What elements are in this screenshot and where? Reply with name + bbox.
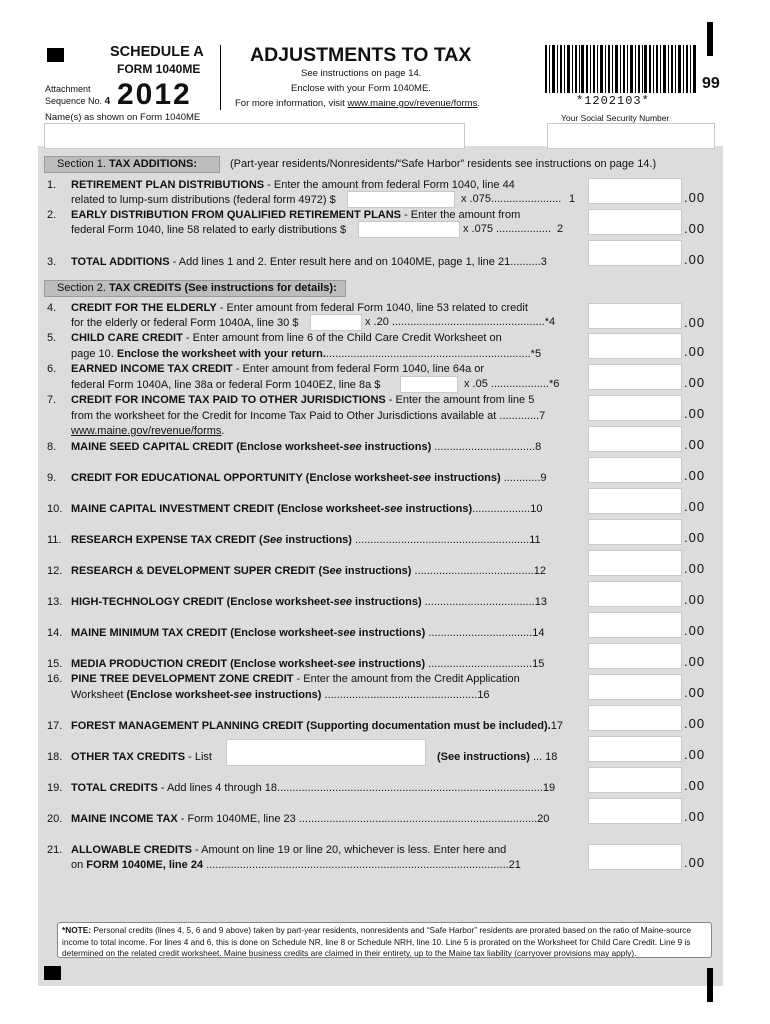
footnote-text: Personal credits (lines 4, 5, 6 and 9 above) taken by part-year residents, nonresidents and “Safe Harbor” residents are prorated based on the ratio of Maine-source income to total income. For lines 4 and 6, this is done on Schedule NR, line 8 or Schedule NRH, line 10. Line 5 is prorated on the Worksheet for Child Care Credit. Line 9 is determined on the related credit worksheet. Maine business credits are claimed in their entirety, up to the Maine tax liability (carryover provisions may apply).	[62, 925, 692, 958]
line-15	[47, 657, 572, 672]
ssn-label: Your Social Security Number	[561, 113, 670, 123]
line-5-row2-bold: Enclose the worksheet with your return.	[116, 348, 326, 360]
line-20	[47, 812, 572, 827]
footnote-box	[57, 922, 712, 958]
instructions-page: See instructions on page 14.	[301, 68, 422, 79]
section1-note: (Part-year residents/Nonresidents/“Safe Harbor” residents see instructions on page 14.)	[230, 158, 657, 170]
line-13-num: 13.	[47, 596, 63, 608]
line-4-row2: for the elderly or federal Form 1040A, line 30 $	[71, 317, 299, 329]
line-9-cents: .00	[684, 468, 706, 483]
line-8-italic: see	[343, 441, 362, 453]
more-info-suffix: .	[477, 98, 480, 109]
line-11-cents: .00	[684, 530, 706, 545]
line-14-title2: instructions)	[355, 627, 426, 639]
line-10-dots: ...................10	[472, 503, 543, 515]
line-19-cents: .00	[684, 778, 706, 793]
line-13-title2: instructions)	[351, 596, 422, 608]
line-1-mult: x .075.......................	[461, 193, 562, 205]
line-10	[47, 502, 572, 517]
line-4-desc: - Enter amount from federal Form 1040, line 53 related to credit	[216, 302, 528, 314]
line-10-num: 10.	[47, 503, 63, 515]
line-9-amount[interactable]	[588, 457, 682, 483]
line-8-amount[interactable]	[588, 426, 682, 452]
line-13-amount[interactable]	[588, 581, 682, 607]
line-16-desc: - Enter the amount from the Credit Application	[293, 673, 520, 685]
footnote-label: *NOTE:	[62, 925, 92, 935]
line-7-num: 7.	[47, 394, 57, 406]
line-2-ref: 2	[557, 223, 564, 235]
line-1-ref: 1	[569, 193, 576, 205]
line-1-title: RETIREMENT PLAN DISTRIBUTIONS	[71, 179, 265, 191]
line-1	[47, 178, 572, 193]
line-1-amount[interactable]	[588, 178, 682, 204]
line-1-num: 1.	[47, 179, 57, 191]
line-18-amount[interactable]	[588, 736, 682, 762]
line-5	[47, 331, 572, 346]
line-15-italic: see	[337, 658, 356, 670]
line-4-amount[interactable]	[588, 303, 682, 329]
line-21-row2	[71, 858, 521, 873]
line-7-link[interactable]: www.maine.gov/revenue/forms	[71, 425, 222, 437]
header-divider	[220, 45, 221, 110]
line-14-amount[interactable]	[588, 612, 682, 638]
line-12-italic: ee	[329, 565, 342, 577]
line-1-row2: related to lump-sum distributions (federal form 4972) $	[71, 194, 336, 206]
line-18-list-input[interactable]	[226, 739, 426, 766]
line-6	[47, 362, 572, 377]
line-12-title: RESEARCH & DEVELOPMENT SUPER CREDIT (S	[71, 565, 330, 577]
line-12-cents: .00	[684, 561, 706, 576]
line-16-row2-bold: (Enclose worksheet-	[126, 689, 234, 701]
line-20-cents: .00	[684, 809, 706, 824]
line-5-amount[interactable]	[588, 333, 682, 359]
line-3-num: 3.	[47, 256, 57, 268]
line-6-input[interactable]	[400, 376, 458, 393]
line-14-dots: ..................................14	[425, 627, 545, 639]
line-9-title2: instructions)	[431, 472, 501, 484]
line-15-dots: ..................................15	[425, 658, 545, 670]
more-info-prefix: For more information, visit	[235, 98, 348, 109]
more-info	[235, 97, 480, 111]
line-11-dots: .........................................................11	[351, 534, 541, 546]
line-4-num: 4.	[47, 302, 57, 314]
tax-year: 2012	[117, 78, 192, 111]
line-21-desc: - Amount on line 19 or line 20, whichever is less. Enter here and	[192, 844, 507, 856]
line-7-row2: from the worksheet for the Credit for Income Tax Paid to Other Jurisdictions available at .............7	[71, 410, 546, 422]
line-6-mult: x .05 ...................*6	[464, 378, 560, 390]
schedule-label: SCHEDULE A	[110, 44, 204, 60]
line-21	[47, 843, 572, 858]
line-2-amount[interactable]	[588, 209, 682, 235]
sequence-label	[45, 96, 110, 107]
attachment-label: Attachment	[45, 84, 91, 94]
line-10-cents: .00	[684, 499, 706, 514]
line-16-row2-italic: see	[233, 689, 252, 701]
line-17-ref: 17	[550, 720, 563, 732]
line-9-dots: ............9	[500, 472, 547, 484]
line-15-amount[interactable]	[588, 643, 682, 669]
line-9-italic: see	[412, 472, 432, 484]
line-8-num: 8.	[47, 441, 57, 453]
line-2-row2: federal Form 1040, line 58 related to early distributions $	[71, 224, 347, 236]
line-4-mult: x .20 ..................................................*4	[365, 316, 556, 328]
section1-prefix: Section 1.	[57, 158, 109, 170]
line-15-title: MEDIA PRODUCTION CREDIT (Enclose worksheet-	[71, 658, 338, 670]
line-3-cents: .00	[684, 252, 706, 267]
line-6-num: 6.	[47, 363, 57, 375]
revenue-forms-link[interactable]: www.maine.gov/revenue/forms	[347, 98, 478, 109]
line-14-title: MAINE MINIMUM TAX CREDIT (Enclose worksheet-	[71, 627, 338, 639]
line-1-desc: - Enter the amount from federal Form 1040, line 44	[264, 179, 515, 191]
line-18-cents: .00	[684, 747, 706, 762]
line-14-italic: see	[337, 627, 356, 639]
line-6-amount[interactable]	[588, 364, 682, 390]
line-21-row2-dots: ...................................................................................................21	[203, 859, 521, 871]
line-21-title: ALLOWABLE CREDITS	[71, 844, 192, 856]
line-18-see-text: (See instructions)	[437, 751, 530, 763]
line-5-cents: .00	[684, 344, 706, 359]
line-18-dots: ... 18	[529, 751, 558, 763]
line-9-num: 9.	[47, 472, 57, 484]
line-14	[47, 626, 572, 641]
line-11-italic: See	[262, 534, 283, 546]
line-15-title2: instructions)	[355, 658, 426, 670]
section2-prefix: Section 2.	[57, 282, 109, 294]
form-code: 99	[702, 75, 720, 92]
line-16	[47, 672, 572, 687]
line-7-title: CREDIT FOR INCOME TAX PAID TO OTHER JURISDICTIONS	[71, 394, 386, 406]
line-10-title2: instructions)	[402, 503, 473, 515]
line-21-amount[interactable]	[588, 844, 682, 870]
line-4-title: CREDIT FOR THE ELDERLY	[71, 302, 217, 314]
line-20-amount[interactable]	[588, 798, 682, 824]
line-5-desc: - Enter amount from line 6 of the Child Care Credit Worksheet on	[182, 332, 502, 344]
line-2-num: 2.	[47, 209, 57, 221]
line-16-row2	[71, 688, 490, 703]
line-4-input[interactable]	[310, 314, 362, 331]
line-2-input[interactable]	[358, 221, 460, 238]
line-3-title: TOTAL ADDITIONS	[71, 256, 170, 268]
line-7-link-suffix: .	[221, 425, 225, 437]
line-4-cents: .00	[684, 315, 706, 330]
line-7-cents: .00	[684, 406, 706, 421]
sequence-number: 4	[104, 96, 111, 107]
line-1-cents: .00	[684, 190, 706, 205]
line-21-cents: .00	[684, 855, 706, 870]
line-3	[47, 255, 572, 270]
line-8	[47, 440, 572, 455]
line-6-desc: - Enter amount from federal Form 1040, line 64a or	[232, 363, 485, 375]
line-6-title: EARNED INCOME TAX CREDIT	[71, 363, 233, 375]
line-12-title2: instructions)	[341, 565, 412, 577]
line-11-title2: instructions)	[282, 534, 352, 546]
line-19-title: TOTAL CREDITS	[71, 782, 158, 794]
line-2-title: EARLY DISTRIBUTION FROM QUALIFIED RETIREMENT PLANS	[71, 209, 402, 221]
section1-label	[57, 157, 197, 171]
line-15-num: 15.	[47, 658, 63, 670]
line-11-title: RESEARCH EXPENSE TAX CREDIT (	[71, 534, 263, 546]
line-11-num: 11.	[47, 534, 62, 546]
section2-label	[57, 281, 337, 295]
line-18-desc: - List	[185, 751, 212, 763]
line-17-cents: .00	[684, 716, 706, 731]
names-label: Name(s) as shown on Form 1040ME	[45, 112, 201, 123]
line-8-cents: .00	[684, 437, 706, 452]
line-11	[47, 533, 572, 548]
line-10-italic: see	[384, 503, 403, 515]
line-2-mult: x .075 ..................	[463, 223, 552, 235]
line-13-cents: .00	[684, 592, 706, 607]
form-title: ADJUSTMENTS TO TAX	[250, 44, 472, 66]
line-3-desc: - Add lines 1 and 2. Enter result here and on 1040ME, page 1, line 21..........3	[169, 256, 547, 268]
registration-mark-right-top	[707, 22, 713, 56]
line-19-amount[interactable]	[588, 767, 682, 793]
line-5-row2	[71, 347, 541, 362]
line-14-num: 14.	[47, 627, 63, 639]
line-10-amount[interactable]	[588, 488, 682, 514]
line-20-desc: - Form 1040ME, line 23 ..............................................................................20	[177, 813, 550, 825]
line-5-num: 5.	[47, 332, 57, 344]
line-21-row2-bold: FORM 1040ME, line 24	[86, 859, 204, 871]
line-13	[47, 595, 572, 610]
line-12-dots: .......................................12	[411, 565, 546, 577]
line-6-row2: federal Form 1040A, line 38a or federal Form 1040EZ, line 8a $	[71, 379, 381, 391]
line-16-cents: .00	[684, 685, 706, 700]
line-16-title: PINE TREE DEVELOPMENT ZONE CREDIT	[71, 673, 294, 685]
line-6-cents: .00	[684, 375, 706, 390]
line-13-title: HIGH-TECHNOLOGY CREDIT (Enclose worksheet-	[71, 596, 334, 608]
barcode-number: *1202103*	[576, 94, 650, 108]
line-20-num: 20.	[47, 813, 63, 825]
line-17-amount[interactable]	[588, 705, 682, 731]
line-7-row3	[71, 424, 224, 439]
line-13-dots: ....................................13	[421, 596, 547, 608]
line-8-title2: instructions)	[361, 441, 432, 453]
line-16-row2-bold2: instructions)	[251, 689, 322, 701]
registration-mark-bottom-left	[44, 966, 61, 980]
line-2	[47, 208, 572, 223]
line-11-amount[interactable]	[588, 519, 682, 545]
line-16-num: 16.	[47, 673, 63, 685]
line-5-title: CHILD CARE CREDIT	[71, 332, 183, 344]
line-12-amount[interactable]	[588, 550, 682, 576]
line-7-desc: - Enter the amount from line 5	[385, 394, 535, 406]
line-9-title: CREDIT FOR EDUCATIONAL OPPORTUNITY (Enclose worksheet-	[71, 472, 413, 484]
line-2-desc: - Enter the amount from	[401, 209, 521, 221]
line-20-title: MAINE INCOME TAX	[71, 813, 178, 825]
line-7-amount[interactable]	[588, 395, 682, 421]
line-18-see	[437, 751, 557, 763]
line-21-num: 21.	[47, 844, 63, 856]
line-17-title: FOREST MANAGEMENT PLANNING CREDIT (Supporting documentation must be included).	[71, 720, 551, 732]
line-8-title: MAINE SEED CAPITAL CREDIT (Enclose worksheet-	[71, 441, 344, 453]
enclose-instruction: Enclose with your Form 1040ME.	[291, 83, 431, 94]
line-19-desc: - Add lines 4 through 18.......................................................................................19	[157, 782, 556, 794]
line-1-input[interactable]	[347, 191, 455, 208]
line-16-amount[interactable]	[588, 674, 682, 700]
line-17	[47, 719, 572, 734]
line-7	[47, 393, 572, 408]
registration-mark-right-bottom	[707, 968, 713, 1002]
line-15-cents: .00	[684, 654, 706, 669]
names-input[interactable]	[44, 123, 465, 149]
line-5-row2-dots: ...................................................................*5	[325, 348, 542, 360]
line-8-dots: .................................8	[431, 441, 542, 453]
line-21-row2-pre: on	[71, 859, 87, 871]
line-9	[47, 471, 572, 486]
registration-mark-top-left	[47, 48, 64, 62]
section1-title: TAX ADDITIONS:	[108, 158, 197, 170]
line-14-cents: .00	[684, 623, 706, 638]
form-label: FORM 1040ME	[117, 62, 201, 76]
line-18-title: OTHER TAX CREDITS	[71, 751, 186, 763]
line-2-cents: .00	[684, 221, 706, 236]
line-18-num: 18.	[47, 751, 63, 763]
line-12-num: 12.	[47, 565, 63, 577]
line-3-amount[interactable]	[588, 240, 682, 266]
barcode	[545, 45, 697, 93]
section2-title: TAX CREDITS (See instructions for details):	[108, 282, 337, 294]
line-5-row2-pre: page 10.	[71, 348, 117, 360]
line-16-row2-dots: ..................................................16	[321, 689, 490, 701]
line-12	[47, 564, 572, 579]
line-13-italic: see	[333, 596, 352, 608]
line-16-row2-pre: Worksheet	[71, 689, 127, 701]
sequence-text: Sequence No.	[45, 96, 103, 106]
line-10-title: MAINE CAPITAL INVESTMENT CREDIT (Enclose worksheet-	[71, 503, 385, 515]
line-17-num: 17.	[47, 720, 63, 732]
line-19	[47, 781, 572, 796]
ssn-input[interactable]	[547, 123, 715, 149]
line-19-num: 19.	[47, 782, 63, 794]
